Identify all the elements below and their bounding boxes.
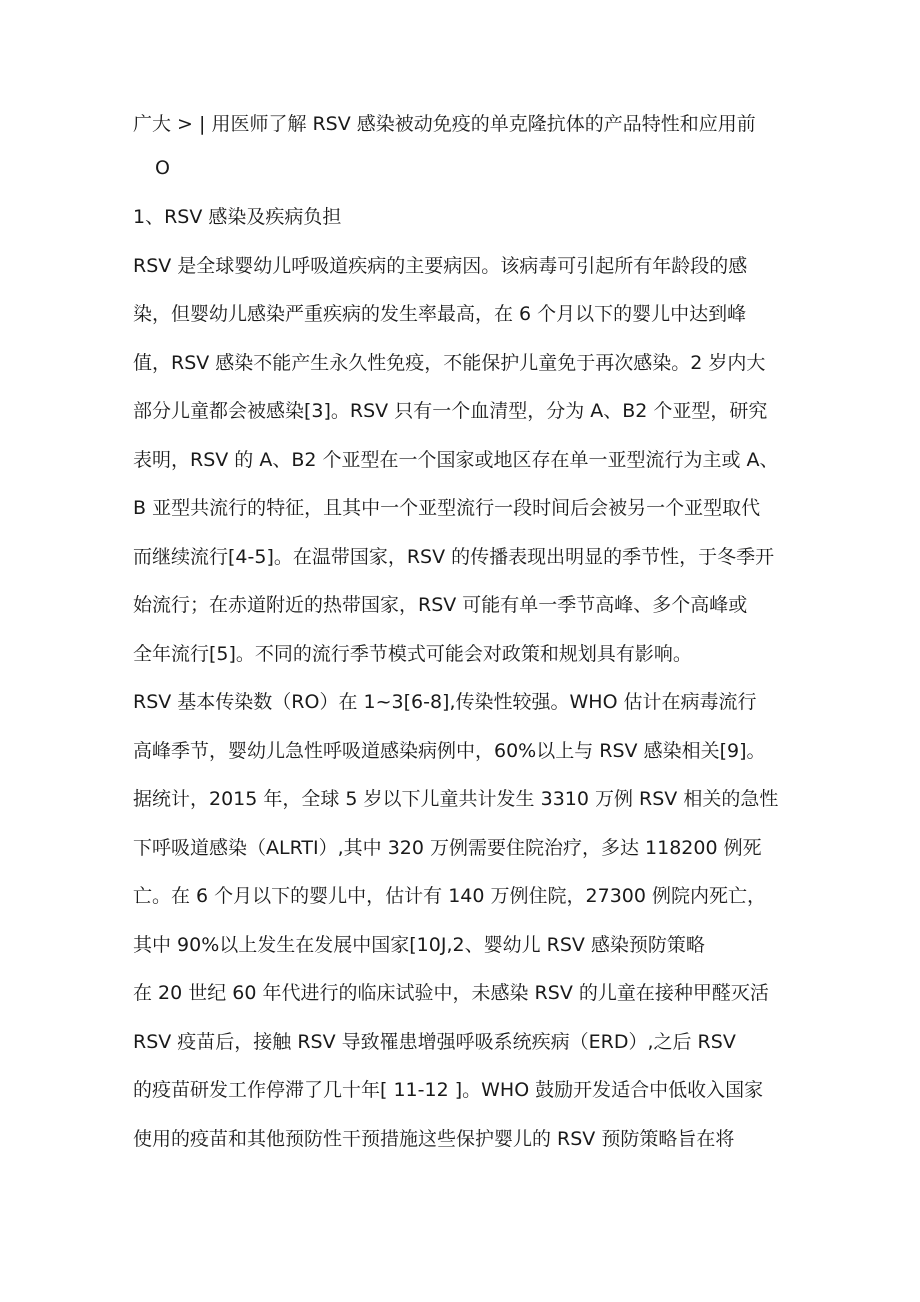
section-heading-1: 1、RSV 感染及疾病负担 xyxy=(133,206,342,228)
paragraph-line: RSV 是全球婴幼儿呼吸道疾病的主要病因。该病毒可引起所有年龄段的感 xyxy=(133,255,748,277)
paragraph-line: 据统计，2015 年，全球 5 岁以下儿童共计发生 3310 万例 RSV 相关的急性 xyxy=(133,788,779,810)
paragraph-line: 值，RSV 感染不能产生永久性免疫，不能保护儿童免于再次感染。2 岁内大 xyxy=(133,352,766,374)
document-title-line-2: O xyxy=(155,157,170,179)
paragraph-line: 表明，RSV 的 A、B2 个亚型在一个国家或地区存在单一亚型流行为主或 A、 xyxy=(133,449,779,471)
paragraph-line: 全年流行[5]。不同的流行季节模式可能会对政策和规划具有影响。 xyxy=(133,643,692,665)
paragraph-line: RSV 基本传染数（RO）在 1~3[6-8],传染性较强。WHO 估计在病毒流行 xyxy=(133,691,757,713)
paragraph-line: B 亚型共流行的特征，且其中一个亚型流行一段时间后会被另一个亚型取代 xyxy=(133,497,761,519)
paragraph-line: 部分儿童都会被感染[3]。RSV 只有一个血清型，分为 A、B2 个亚型，研究 xyxy=(133,400,768,422)
paragraph-line: 使用的疫苗和其他预防性干预措施这些保护婴儿的 RSV 预防策略旨在将 xyxy=(133,1128,735,1150)
paragraph-line: 的疫苗研发工作停滞了几十年[ 11-12 ]。WHO 鼓励开发适合中低收入国家 xyxy=(133,1079,764,1101)
paragraph-line: 亡。在 6 个月以下的婴儿中，估计有 140 万例住院，27300 例院内死亡， xyxy=(133,885,766,907)
paragraph-line: 下呼吸道感染（ALRTI）,其中 320 万例需要住院治疗，多达 118200 例死 xyxy=(133,837,762,859)
paragraph-line: 而继续流行[4-5]。在温带国家，RSV 的传播表现出明显的季节性，于冬季开 xyxy=(133,546,775,568)
paragraph-line: 始流行；在赤道附近的热带国家，RSV 可能有单一季节高峰、多个高峰或 xyxy=(133,594,748,616)
paragraph-line: 高峰季节，婴幼儿急性呼吸道感染病例中，60%以上与 RSV 感染相关[9]。 xyxy=(133,740,766,762)
paragraph-line: 其中 90%以上发生在发展中国家[10J,2、婴幼儿 RSV 感染预防策略 xyxy=(133,934,705,956)
document-title-line-1: 广大 > | 用医师了解 RSV 感染被动免疫的单克隆抗体的产品特性和应用前 xyxy=(133,113,756,135)
paragraph-line: 在 20 世纪 60 年代进行的临床试验中，未感染 RSV 的儿童在接种甲醛灭活 xyxy=(133,982,769,1004)
paragraph-line: 染，但婴幼儿感染严重疾病的发生率最高，在 6 个月以下的婴儿中达到峰 xyxy=(133,303,747,325)
paragraph-line: RSV 疫苗后，接触 RSV 导致罹患增强呼吸系统疾病（ERD）,之后 RSV xyxy=(133,1031,736,1053)
